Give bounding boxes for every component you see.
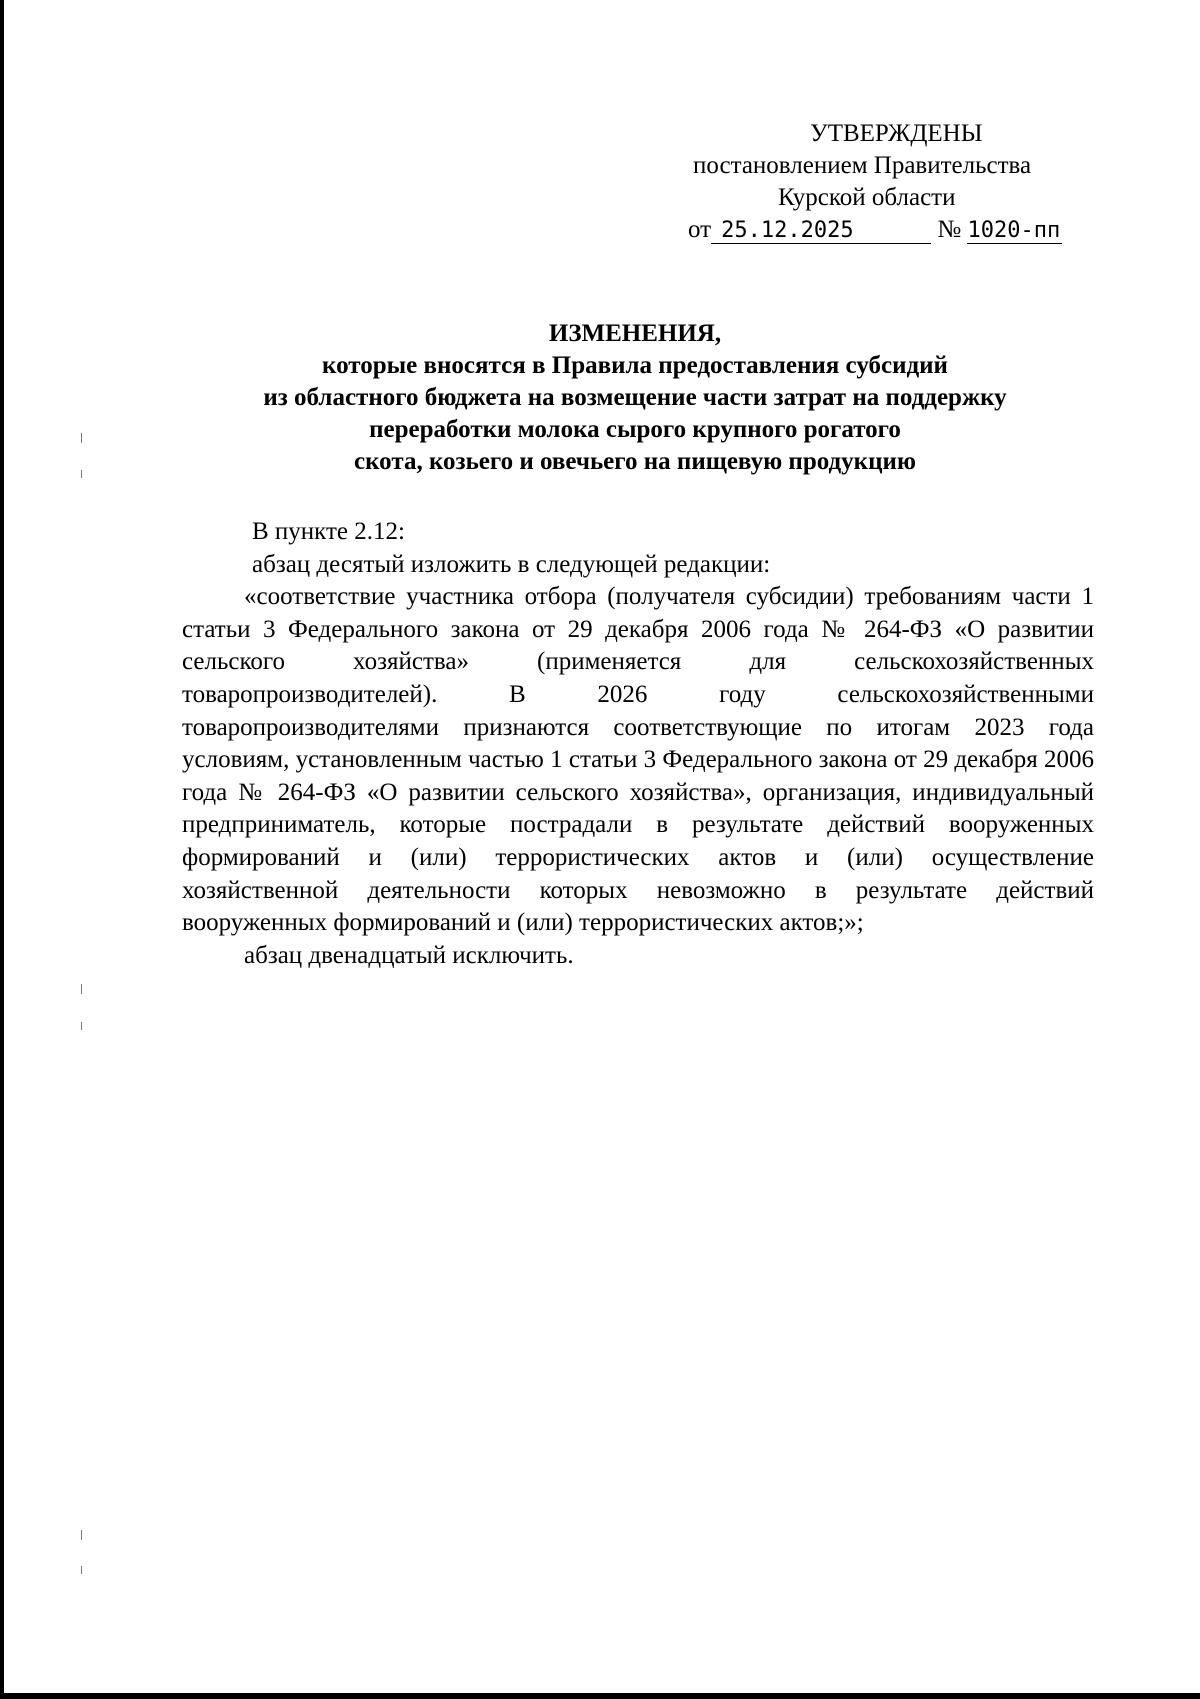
title-line: которые вносятся в Правила предоставления субсидий bbox=[322, 352, 948, 379]
approval-date: 25.12.2025 bbox=[711, 219, 931, 244]
approval-heading: УТВЕРЖДЕНЫ bbox=[810, 120, 983, 147]
scan-speck bbox=[81, 1566, 82, 1574]
title-line: из областного бюджета на возмещение части затрат на поддержку bbox=[263, 384, 1007, 411]
title-line: скота, козьего и овечьего на пищевую продукцию bbox=[354, 448, 916, 475]
approval-issuer: постановлением Правительства bbox=[693, 152, 1032, 179]
scan-edge-left bbox=[0, 0, 4, 1699]
approval-region: Курской области bbox=[778, 184, 956, 211]
quoted-paragraph: «соответствие участника отбора (получателя субсидии) требованиям части 1 статьи 3 Федерального закона от 29 декабря 2006 года № 264-ФЗ «О развитии сельского хозяйства» (применяется для сельскохозяйственных товаропроизводителей). В 2026 году сельскохозяйственными товаропроизводителями признаются соответствующие по итогам 2023 года условиям, установленным частью 1 статьи 3 Федерального закона от 29 декабря 2006 года № 264-ФЗ «О развитии сельского хозяйства», организация, индивидуальный предприниматель, которые пострадали в результате действий вооруженных формирований и (или) террористических актов и (или) осуществление хозяйственной деятельности которых невозможно в результате действий вооруженных формирований и (или) террористических актов;»; bbox=[182, 583, 1094, 937]
date-prefix: от bbox=[688, 216, 712, 243]
scan-speck bbox=[81, 984, 82, 994]
scan-speck bbox=[81, 1530, 82, 1540]
scan-speck bbox=[81, 470, 82, 478]
instruction-edit-paragraph: абзац десятый изложить в следующей редакции: bbox=[252, 550, 771, 578]
approval-date-number bbox=[680, 214, 1100, 246]
approval-number: 1020-пп bbox=[967, 218, 1061, 243]
scan-edge-bottom bbox=[0, 1693, 1200, 1699]
document-body bbox=[182, 516, 1094, 972]
document-title bbox=[150, 318, 1120, 478]
point-reference: В пункте 2.12: bbox=[252, 518, 405, 545]
scan-speck bbox=[81, 433, 82, 443]
title-line: переработки молока сырого крупного рогатого bbox=[369, 416, 901, 443]
approval-block bbox=[680, 118, 1100, 246]
instruction-delete-paragraph: абзац двенадцатый исключить. bbox=[244, 941, 574, 969]
number-prefix: № bbox=[937, 216, 962, 243]
title-heading: ИЗМЕНЕНИЯ, bbox=[548, 320, 722, 347]
scan-speck bbox=[81, 1022, 82, 1030]
